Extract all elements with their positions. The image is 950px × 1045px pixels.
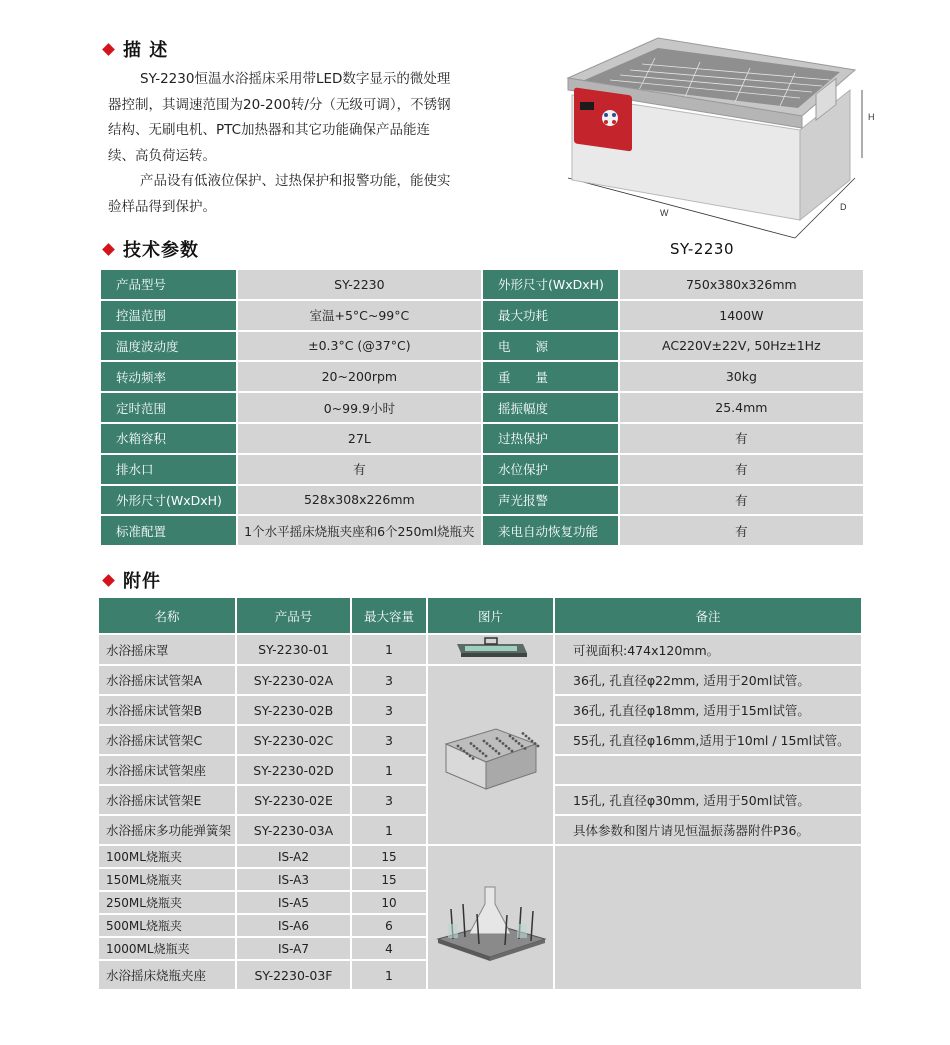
acc-note-empty (555, 846, 861, 989)
spec-value: 有 (238, 455, 481, 484)
spec-row (101, 270, 863, 299)
flask-clamp-image (428, 846, 553, 989)
accessories-title: 附件 (123, 571, 161, 592)
table-row (99, 846, 861, 867)
dim-w-label: W (660, 208, 669, 218)
spec-value: 30kg (620, 362, 863, 391)
spec-label: 过热保护 (483, 424, 618, 453)
spec-row (101, 455, 863, 484)
acc-name: 水浴摇床烧瓶夹座 (99, 961, 235, 989)
acc-model: SY-2230-02D (237, 756, 350, 784)
acc-name: 水浴摇床试管架C (99, 726, 235, 754)
acc-name: 水浴摇床试管架座 (99, 756, 235, 784)
spec-value: 20~200rpm (238, 362, 481, 391)
acc-name: 水浴摇床罩 (99, 635, 235, 664)
acc-capacity: 3 (352, 726, 426, 754)
acc-note: 15孔, 孔直径φ30mm, 适用于50ml试管。 (555, 786, 861, 814)
spec-label: 转动频率 (101, 362, 236, 391)
table-row (99, 666, 861, 694)
diamond-bullet-icon (102, 43, 115, 56)
acc-model: IS-A2 (237, 846, 350, 867)
acc-model: IS-A5 (237, 892, 350, 913)
spec-heading (104, 236, 199, 262)
acc-model: SY-2230-02C (237, 726, 350, 754)
spec-label: 温度波动度 (101, 332, 236, 361)
acc-model: IS-A6 (237, 915, 350, 936)
spec-value: 有 (620, 424, 863, 453)
description-text (108, 67, 453, 220)
acc-name: 250ML烧瓶夹 (99, 892, 235, 913)
spec-value: 室温+5°C~99°C (238, 301, 481, 330)
accessories-heading (104, 567, 161, 593)
acc-capacity: 4 (352, 938, 426, 959)
spec-label: 来电自动恢复功能 (483, 516, 618, 545)
acc-name: 100ML烧瓶夹 (99, 846, 235, 867)
acc-capacity: 1 (352, 756, 426, 784)
table-header-row (99, 598, 861, 633)
col-model-header: 产品号 (237, 598, 350, 633)
acc-name: 水浴摇床多功能弹簧架 (99, 816, 235, 844)
spec-label: 水箱容积 (101, 424, 236, 453)
description-para-2: 产品设有低液位保护、过热保护和报警功能，能使实验样品得到保护。 (108, 173, 451, 215)
spec-label: 控温范围 (101, 301, 236, 330)
spec-label: 定时范围 (101, 393, 236, 422)
lid-image (428, 635, 553, 664)
spec-value: 0~99.9小时 (238, 393, 481, 422)
spec-row (101, 486, 863, 515)
spec-value: 1个水平摇床烧瓶夹座和6个250ml烧瓶夹 (238, 516, 481, 545)
acc-note: 36孔, 孔直径φ18mm, 适用于15ml试管。 (555, 696, 861, 724)
spec-table (99, 268, 865, 547)
dim-d-label: D (840, 202, 847, 212)
spec-value: 750x380x326mm (620, 270, 863, 299)
description-heading (104, 36, 168, 62)
spec-value: 528x308x226mm (238, 486, 481, 515)
spec-label: 电 源 (483, 332, 618, 361)
spec-label: 重 量 (483, 362, 618, 391)
acc-capacity: 1 (352, 961, 426, 989)
acc-name: 1000ML烧瓶夹 (99, 938, 235, 959)
acc-capacity: 1 (352, 635, 426, 664)
spec-value: 1400W (620, 301, 863, 330)
spec-value: AC220V±22V, 50Hz±1Hz (620, 332, 863, 361)
acc-model: IS-A3 (237, 869, 350, 890)
acc-note: 可视面积:474x120mm。 (555, 635, 861, 664)
accessories-table (97, 596, 863, 991)
acc-capacity: 3 (352, 786, 426, 814)
spec-row (101, 332, 863, 361)
acc-model: SY-2230-02A (237, 666, 350, 694)
acc-name: 500ML烧瓶夹 (99, 915, 235, 936)
col-cap-header: 最大容量 (352, 598, 426, 633)
spec-label: 声光报警 (483, 486, 618, 515)
spec-value: 有 (620, 486, 863, 515)
acc-note: 55孔, 孔直径φ16mm,适用于10ml / 15ml试管。 (555, 726, 861, 754)
spec-row (101, 424, 863, 453)
spec-value: 27L (238, 424, 481, 453)
product-caption: SY-2230 (670, 240, 734, 258)
description-title: 描 述 (123, 40, 169, 61)
description-para-1: SY-2230恒温水浴摇床采用带LED数字显示的微处理器控制，其调速范围为20-200转/分（无级可调），不锈钢结构、无刷电机、PTC加热器和其它功能确保产品能连续、高负荷运转。 (108, 71, 451, 164)
spec-row (101, 393, 863, 422)
acc-capacity: 3 (352, 696, 426, 724)
spec-row (101, 516, 863, 545)
acc-model: SY-2230-02B (237, 696, 350, 724)
table-row (99, 635, 861, 664)
diamond-bullet-icon (102, 574, 115, 587)
acc-name: 水浴摇床试管架A (99, 666, 235, 694)
acc-capacity: 15 (352, 869, 426, 890)
spec-label: 标准配置 (101, 516, 236, 545)
acc-note: 36孔, 孔直径φ22mm, 适用于20ml试管。 (555, 666, 861, 694)
acc-note: 具体参数和图片请见恒温振荡器附件P36。 (555, 816, 861, 844)
dim-h-label: H (868, 112, 875, 122)
acc-name: 150ML烧瓶夹 (99, 869, 235, 890)
spec-label: 外形尺寸(WxDxH) (101, 486, 236, 515)
spec-title: 技术参数 (123, 240, 199, 261)
product-image (550, 30, 890, 245)
col-pic-header: 图片 (428, 598, 553, 633)
acc-capacity: 15 (352, 846, 426, 867)
spec-label: 外形尺寸(WxDxH) (483, 270, 618, 299)
spec-value: 25.4mm (620, 393, 863, 422)
spec-row (101, 301, 863, 330)
acc-capacity: 1 (352, 816, 426, 844)
spec-label: 摇振幅度 (483, 393, 618, 422)
diamond-bullet-icon (102, 243, 115, 256)
acc-name: 水浴摇床试管架E (99, 786, 235, 814)
acc-model: SY-2230-02E (237, 786, 350, 814)
acc-model: IS-A7 (237, 938, 350, 959)
spec-label: 排水口 (101, 455, 236, 484)
acc-note (555, 756, 861, 784)
acc-model: SY-2230-01 (237, 635, 350, 664)
acc-capacity: 3 (352, 666, 426, 694)
acc-name: 水浴摇床试管架B (99, 696, 235, 724)
acc-capacity: 6 (352, 915, 426, 936)
spec-value: SY-2230 (238, 270, 481, 299)
spec-value: 有 (620, 455, 863, 484)
spec-value: ±0.3°C (@37°C) (238, 332, 481, 361)
col-note-header: 备注 (555, 598, 861, 633)
acc-capacity: 10 (352, 892, 426, 913)
acc-model: SY-2230-03A (237, 816, 350, 844)
spec-value: 有 (620, 516, 863, 545)
spec-row (101, 362, 863, 391)
spec-label: 产品型号 (101, 270, 236, 299)
spec-label: 最大功耗 (483, 301, 618, 330)
test-tube-rack-image (428, 666, 553, 844)
spec-label: 水位保护 (483, 455, 618, 484)
acc-model: SY-2230-03F (237, 961, 350, 989)
col-name-header: 名称 (99, 598, 235, 633)
